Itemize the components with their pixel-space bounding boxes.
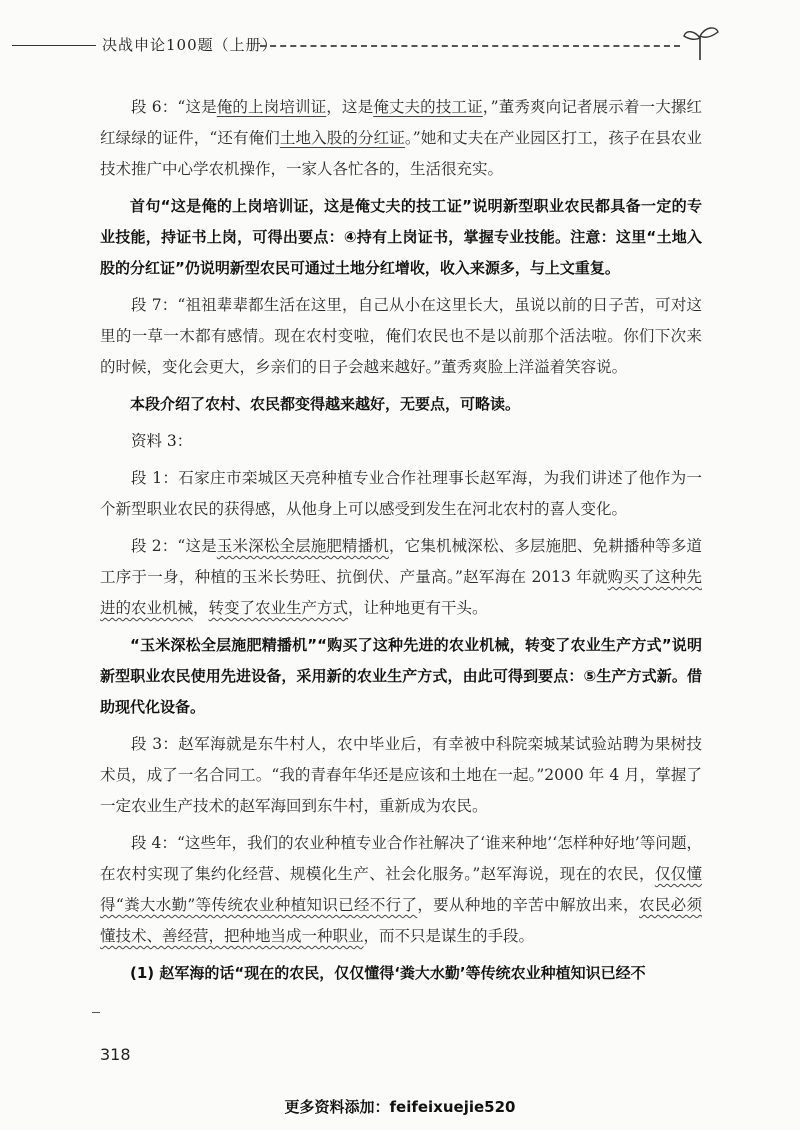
text-segment: 段 3：赵军海就是东牛村人，农中毕业后，有幸被中科院栾城某试验站聘为果树技术员，成了一名合同工。“我的青春年华还是应该和土地在一起。”2000 年 4 月，掌握了一定农业生产技术的赵军海回到东牛村，重新成为农民。 xyxy=(100,735,702,815)
analysis-paragraph xyxy=(100,630,702,723)
text-segment: 。”她和丈夫在产业园区打工，孩子在县农业技术推广中心学农机操作，一家人各忙各的，生活很充实。 xyxy=(100,129,702,178)
underlined-phrase: 俺的上岗培训证 xyxy=(216,98,327,116)
text-segment: ，这是 xyxy=(326,98,374,116)
text-segment: 段 2：“这是 xyxy=(131,537,217,555)
underlined-phrase: 俺丈夫的技工证 xyxy=(373,98,483,116)
underlined-phrase: 购买了这种先进的农业机械 xyxy=(100,568,702,617)
page-number: 318 xyxy=(100,1045,131,1064)
text-segment: ，要从种地的辛苦中解放出来， xyxy=(417,896,639,914)
source-paragraph xyxy=(100,463,702,525)
margin-mark xyxy=(92,1012,100,1013)
text-segment: (1) 赵军海的话“现在的农民，仅仅懂得‘粪大水勤’等传统农业种植知识已经不 xyxy=(130,964,646,982)
header-rule-right xyxy=(260,45,680,47)
text-segment: “玉米深松全层施肥精播机”“购买了这种先进的农业机械，转变了农业生产方式”说明新型职业农民使用先进设备，采用新的农业生产方式，由此可得到要点：⑤生产方式新。借助现代化设备。 xyxy=(100,636,702,716)
text-segment: 段 1：石家庄市栾城区天亮种植专业合作社理事长赵军海，为我们讲述了他作为一个新型职业农民的获得感，从他身上可以感受到发生在河北农村的喜人变化。 xyxy=(100,469,702,518)
text-segment: 段 7：“祖祖辈辈都生活在这里，自己从小在这里长大，虽说以前的日子苦，可对这里的一草一木都有感情。现在农村变啦，俺们农民也不是以前那个活法啦。你们下次来的时候，变化会更大，乡亲们的日子会越来越好。”董秀爽脸上洋溢着笑容说。 xyxy=(100,296,702,376)
analysis-paragraph xyxy=(100,191,702,284)
sprout-icon xyxy=(680,22,720,62)
header-title: 决战申论100题（上册） xyxy=(102,36,278,54)
text-segment: 段 6：“这是 xyxy=(131,98,217,116)
header-rule-left xyxy=(12,45,96,46)
analysis-paragraph xyxy=(100,958,702,989)
underlined-phrase: 农民必须懂技术、善经营，把种地当成一种职业 xyxy=(100,896,702,945)
text-segment: ， xyxy=(193,599,209,617)
underlined-phrase: 仅仅懂得“粪大水勤”等传统农业种植知识已经不行了 xyxy=(100,865,702,914)
text-segment: 本段介绍了农村、农民都变得越来越好，无要点，可略读。 xyxy=(130,395,521,413)
analysis-paragraph xyxy=(100,389,702,420)
footer-note: 更多资料添加：feifeixuejie520 xyxy=(284,1098,516,1116)
source-paragraph xyxy=(100,531,702,624)
page-body xyxy=(100,92,702,995)
text-segment: ，”董秀爽向记者展示着一大摞红红绿绿的证件，“还有俺们 xyxy=(100,98,702,147)
text-segment: 段 4：“这些年，我们的农业种植专业合作社解决了‘谁来种地’‘怎样种好地’等问题，在农村实现了集约化经营、规模化生产、社会化服务。”赵军海说，现在的农民， xyxy=(100,834,702,883)
section-heading xyxy=(100,426,702,457)
text-segment: ，它集机械深松、多层施肥、免耕播种等多道工序于一身，种植的玉米长势旺、抗倒伏、产量高。”赵军海在 2013 年就 xyxy=(100,537,702,586)
running-header xyxy=(12,28,788,62)
underlined-phrase: 转变了农业生产方式 xyxy=(208,599,349,617)
underlined-phrase: 玉米深松全层施肥精播机 xyxy=(216,537,390,555)
text-segment: ，让种地更有干头。 xyxy=(348,599,488,617)
text-segment: 资料 3： xyxy=(131,432,193,450)
text-segment: 首句“这是俺的上岗培训证，这是俺丈夫的技工证”说明新型职业农民都具备一定的专业技能，持证书上岗，可得出要点：④持有上岗证书，掌握专业技能。注意：这里“土地入股的分红证”仍说明新型农民可通过土地分红增收，收入来源多，与上文重复。 xyxy=(100,197,702,277)
source-paragraph xyxy=(100,290,702,383)
source-paragraph xyxy=(100,828,702,952)
source-paragraph xyxy=(100,729,702,822)
underlined-phrase: 土地入股的分红证 xyxy=(279,129,405,147)
source-paragraph xyxy=(100,92,702,185)
text-segment: ，而不只是谋生的手段。 xyxy=(363,927,535,945)
